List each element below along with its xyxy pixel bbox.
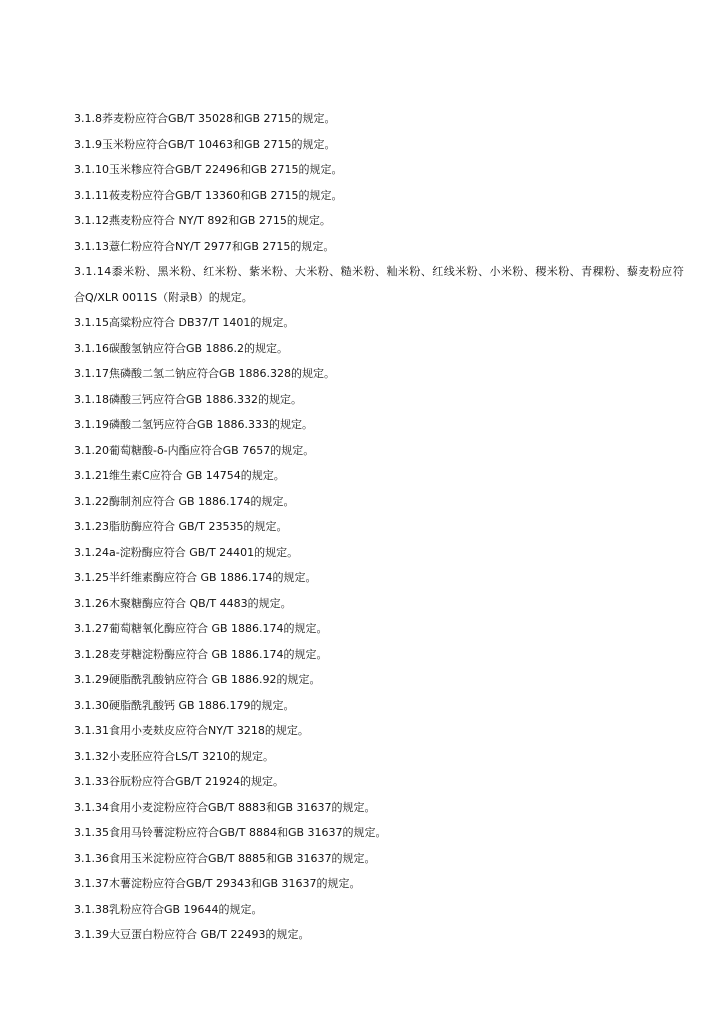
text-line: 3.1.38乳粉应符合GB 19644的规定。 <box>74 902 263 916</box>
text-line: 3.1.18磷酸三钙应符合GB 1886.332的规定。 <box>74 392 303 406</box>
text-line: 3.1.16碳酸氢钠应符合GB 1886.2的规定。 <box>74 341 289 355</box>
text-line: 3.1.9玉米粉应符合GB/T 10463和GB 2715的规定。 <box>74 137 336 151</box>
text-line: 3.1.28麦芽糖淀粉酶应符合 GB 1886.174的规定。 <box>74 647 328 661</box>
text-line: 3.1.17焦磷酸二氢二钠应符合GB 1886.328的规定。 <box>74 367 336 380</box>
text-line: 3.1.20葡萄糖酸-δ-内酯应符合GB 7657的规定。 <box>74 443 315 457</box>
text-line: 3.1.13薏仁粉应符合NY/T 2977和GB 2715的规定。 <box>74 239 335 253</box>
text-line: 3.1.12燕麦粉应符合 NY/T 892和GB 2715的规定。 <box>74 214 331 227</box>
text-line: 3.1.15高粱粉应符合 DB37/T 1401的规定。 <box>74 316 295 329</box>
requirements-list <box>74 106 684 948</box>
text-line: 3.1.39大豆蛋白粉应符合 GB/T 22493的规定。 <box>74 928 310 941</box>
text-line: 3.1.10玉米糁应符合GB/T 22496和GB 2715的规定。 <box>74 163 343 176</box>
text-line: 3.1.35食用马铃薯淀粉应符合GB/T 8884和GB 31637的规定。 <box>74 826 387 839</box>
text-line: 合Q/XLR 0011S（附录B）的规定。 <box>74 290 253 304</box>
text-line: 3.1.30硬脂酰乳酸钙 GB 1886.179的规定。 <box>74 698 295 712</box>
text-line: 3.1.29硬脂酰乳酸钠应符合 GB 1886.92的规定。 <box>74 673 321 686</box>
text-line: 3.1.8荞麦粉应符合GB/T 35028和GB 2715的规定。 <box>74 112 336 125</box>
text-line: 3.1.34食用小麦淀粉应符合GB/T 8883和GB 31637的规定。 <box>74 800 376 814</box>
text-line: 3.1.11莜麦粉应符合GB/T 13360和GB 2715的规定。 <box>74 188 343 202</box>
text-line: 3.1.25半纤维素酶应符合 GB 1886.174的规定。 <box>74 571 317 584</box>
text-line: 3.1.36食用玉米淀粉应符合GB/T 8885和GB 31637的规定。 <box>74 851 376 865</box>
text-line: 3.1.32小麦胚应符合LS/T 3210的规定。 <box>74 749 275 763</box>
text-line: 3.1.33谷朊粉应符合GB/T 21924的规定。 <box>74 775 284 788</box>
text-line: 3.1.22酶制剂应符合 GB 1886.174的规定。 <box>74 494 295 508</box>
text-line: 3.1.21维生素C应符合 GB 14754的规定。 <box>74 469 285 482</box>
text-line: 3.1.27葡萄糖氧化酶应符合 GB 1886.174的规定。 <box>74 622 328 635</box>
text-line: 3.1.23脂肪酶应符合 GB/T 23535的规定。 <box>74 520 288 533</box>
text-line: 3.1.37木薯淀粉应符合GB/T 29343和GB 31637的规定。 <box>74 877 361 890</box>
text-line: 3.1.14黍米粉、黑米粉、红米粉、紫米粉、大米粉、糙米粉、籼米粉、红线米粉、小米粉、稷米粉、青稞粉、藜麦粉应符 <box>74 265 685 278</box>
text-line: 3.1.19磷酸二氢钙应符合GB 1886.333的规定。 <box>74 418 314 431</box>
text-line: 3.1.31食用小麦麸皮应符合NY/T 3218的规定。 <box>74 724 309 737</box>
text-line: 3.1.26木聚糖酶应符合 QB/T 4483的规定。 <box>74 596 292 610</box>
text-line: 3.1.24a-淀粉酶应符合 GB/T 24401的规定。 <box>74 545 299 559</box>
